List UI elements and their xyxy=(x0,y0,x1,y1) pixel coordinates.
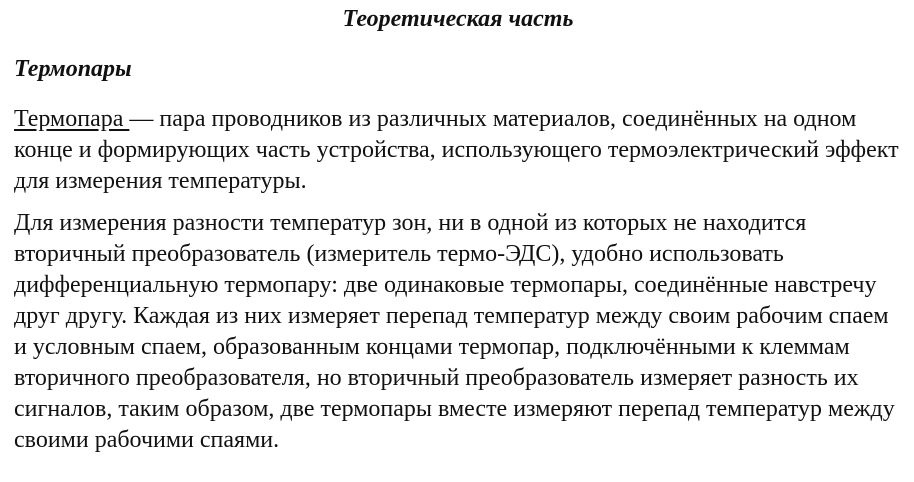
definition-text: — пара проводников из различных материалов, соединённых на одном конце и формирующих часть устройства, использующего термоэлектрический эффект для измерения температуры. xyxy=(14,106,899,194)
section-title: Теоретическая часть xyxy=(342,6,574,32)
term-thermocouple: Термопара xyxy=(14,106,130,132)
definition-paragraph xyxy=(14,104,902,197)
subsection-title: Термопары xyxy=(14,56,132,82)
differential-thermocouple-paragraph: Для измерения разности температур зон, ни в одной из которых не находится вторичный преобразователь (измеритель термо-ЭДС), удобно использовать дифференциальную термопару: две одинаковые термопары, соединённые навстречу друг другу. Каждая из них измеряет перепад температур между своим рабочим спаем и условным спаем, образованным концами термопар, подключёнными к клеммам вторичного преобразователя, но вторичный преобразователь измеряет разность их сигналов, таким образом, две термопары вместе измеряют перепад температур между своими рабочими спаями. xyxy=(14,210,895,453)
